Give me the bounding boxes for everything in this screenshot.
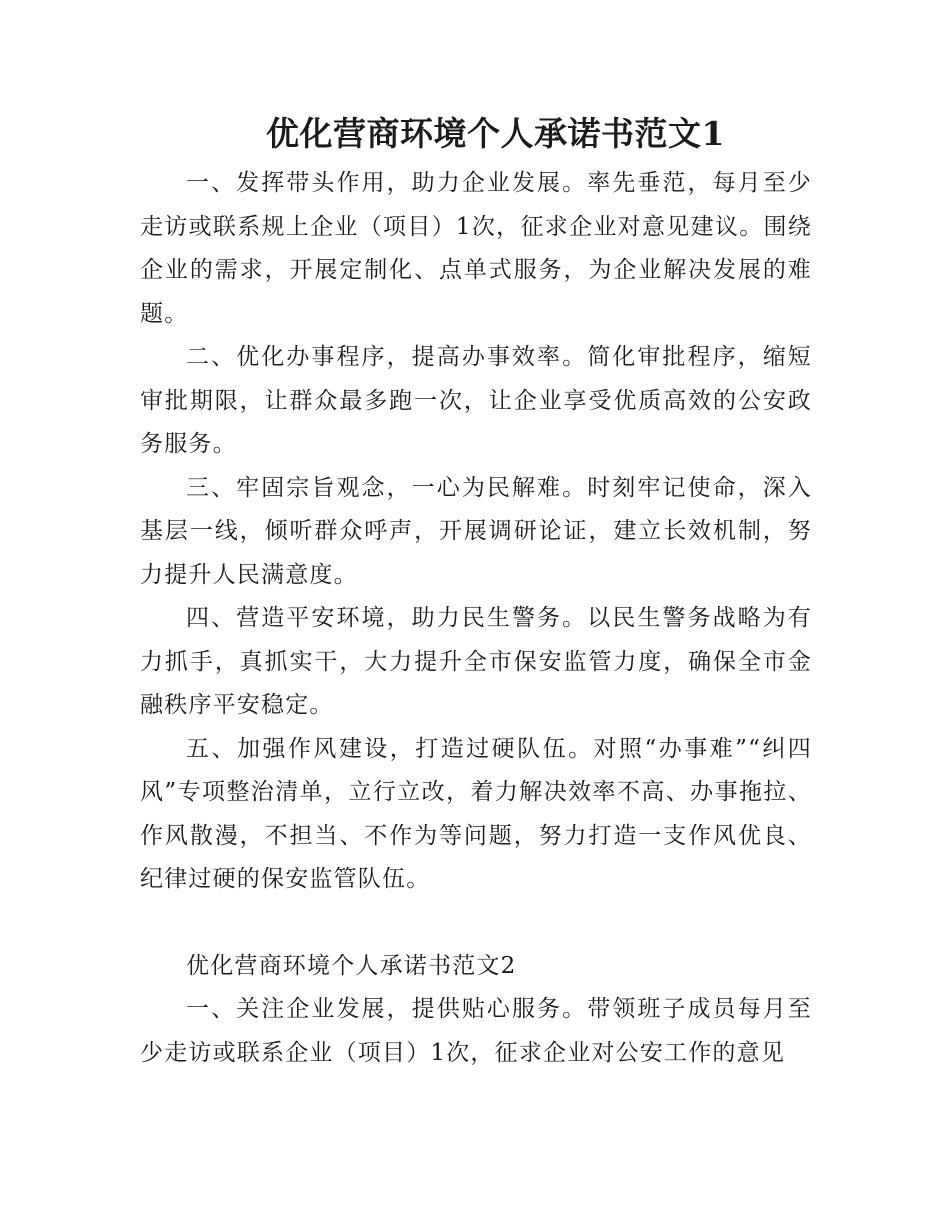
document-title: 优化营商环境个人承诺书范文1 bbox=[266, 114, 725, 153]
paragraph-4: 四、营造平安环境，助力民生警务。以民生警务战略为有力抓手，真抓实干，大力提升全市保安监管力度，确保全市金融秩序平安稳定。 bbox=[140, 605, 812, 718]
paragraph-5: 五、加强作风建设，打造过硬队伍。对照“办事难”“纠四风”专项整治清单，立行立改，着力解决效率不高、办事拖拉、作风散漫，不担当、不作为等问题，努力打造一支作风优良、纪律过硬的保安监管队伍。 bbox=[140, 735, 812, 892]
paragraph-1: 一、发挥带头作用，助力企业发展。率先垂范，每月至少走访或联系规上企业（项目）1次，征求企业对意见建议。围绕企业的需求，开展定制化、点单式服务，为企业解决发展的难题。 bbox=[140, 170, 812, 327]
section-spacer bbox=[140, 902, 812, 945]
section-2-paragraph-1: 一、关注企业发展，提供贴心服务。带领班子成员每月至少走访或联系企业（项目）1次，征求企业对公安工作的意见 bbox=[140, 996, 812, 1066]
paragraph-2: 二、优化办事程序，提高办事效率。简化审批程序，缩短审批期限，让群众最多跑一次，让企业享受优质高效的公安政务服务。 bbox=[140, 344, 812, 457]
paragraph-3: 三、牢固宗旨观念，一心为民解难。时刻牢记使命，深入基层一线，倾听群众呼声，开展调研论证，建立长效机制，努力提升人民满意度。 bbox=[140, 474, 812, 588]
document-body bbox=[140, 112, 812, 1075]
section-2-title: 优化营商环境个人承诺书范文2 bbox=[186, 952, 517, 979]
